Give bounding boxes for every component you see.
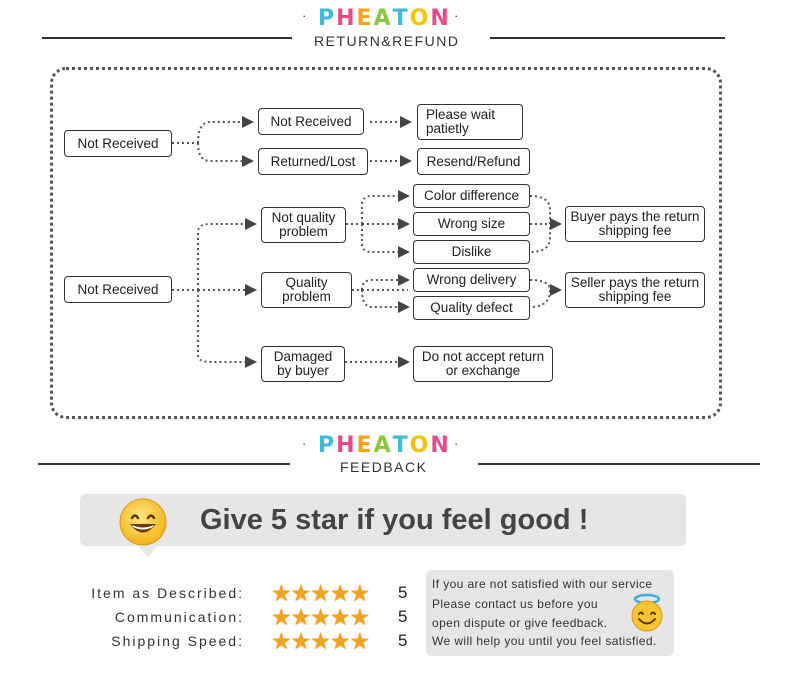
brand-letter: A bbox=[373, 433, 393, 458]
note-line: open dispute or give feedback. bbox=[432, 616, 608, 630]
note-line: If you are not satisfied with our service bbox=[432, 577, 653, 591]
brand-letter: P bbox=[318, 6, 337, 31]
note-line: Please contact us before you bbox=[432, 597, 598, 611]
rating-score: 5 bbox=[398, 631, 408, 650]
connector bbox=[198, 290, 255, 362]
flow-root-not-received-2: Not Received bbox=[64, 276, 172, 303]
flow-node-quality: Quality problem bbox=[261, 272, 352, 308]
brand-dots-left: · bbox=[302, 8, 313, 23]
brand-logo-feedback bbox=[318, 433, 451, 458]
brand-letter: H bbox=[336, 433, 357, 458]
note-line: We will help you until you feel satisfied. bbox=[432, 634, 657, 648]
connector bbox=[198, 143, 252, 161]
brand-dots-right: · bbox=[454, 436, 465, 451]
brand-letter: E bbox=[356, 433, 374, 458]
rating-stars: ★★★★★ bbox=[271, 580, 370, 606]
feedback-rule-left bbox=[38, 463, 290, 465]
flow-item-quality-defect: Quality defect bbox=[413, 296, 530, 320]
brand-letter: N bbox=[430, 433, 451, 458]
rating-label: Communication: bbox=[114, 609, 244, 625]
connector bbox=[362, 196, 408, 224]
flow-node-not-quality: Not quality problem bbox=[261, 207, 346, 243]
connector bbox=[198, 122, 252, 143]
flow-result-seller-pays: Seller pays the return shipping fee bbox=[565, 272, 705, 308]
section-subtitle-return: RETURN&REFUND bbox=[314, 33, 460, 49]
connector bbox=[362, 280, 408, 290]
rating-score: 5 bbox=[398, 583, 408, 602]
brand-dots-right: · bbox=[454, 8, 465, 23]
rating-label: Shipping Speed: bbox=[111, 633, 244, 649]
connector bbox=[198, 224, 255, 290]
flow-result-resend-refund: Resend/Refund bbox=[417, 148, 530, 175]
rating-stars: ★★★★★ bbox=[271, 604, 370, 630]
flow-result-buyer-pays: Buyer pays the return shipping fee bbox=[565, 206, 705, 242]
flow-item-dislike: Dislike bbox=[413, 240, 530, 264]
flow-result-please-wait: Please wait patietly bbox=[417, 104, 523, 140]
brand-letter: O bbox=[409, 6, 431, 31]
rating-stars: ★★★★★ bbox=[271, 628, 370, 654]
rating-score: 5 bbox=[398, 607, 408, 626]
brand-letter: P bbox=[318, 433, 337, 458]
brand-letter: H bbox=[336, 6, 357, 31]
brand-letter: N bbox=[430, 6, 451, 31]
flow-item-wrong-delivery: Wrong delivery bbox=[413, 268, 530, 292]
section-subtitle-feedback: FEEDBACK bbox=[340, 459, 428, 475]
brand-dots-left: · bbox=[302, 436, 313, 451]
grinning-face-icon bbox=[118, 497, 168, 547]
brand-letter: T bbox=[392, 433, 410, 458]
flow-node-not-received: Not Received bbox=[258, 108, 364, 135]
rating-label: Item as Described: bbox=[91, 585, 244, 601]
brand-letter: A bbox=[373, 6, 393, 31]
flow-item-wrong-size: Wrong size bbox=[413, 212, 530, 236]
brand-letter: O bbox=[409, 433, 431, 458]
connector bbox=[362, 290, 408, 307]
flow-node-returned-lost: Returned/Lost bbox=[258, 148, 368, 175]
smiling-face-with-halo-icon bbox=[627, 593, 667, 633]
banner-text: Give 5 star if you feel good ! bbox=[200, 504, 589, 536]
flow-root-not-received-1: Not Received bbox=[64, 130, 172, 157]
flow-item-color-difference: Color difference bbox=[413, 184, 530, 208]
brand-letter: E bbox=[356, 6, 374, 31]
flow-result-do-not-accept: Do not accept return or exchange bbox=[413, 346, 553, 382]
connector bbox=[362, 224, 408, 252]
brand-letter: T bbox=[392, 6, 410, 31]
connector bbox=[530, 280, 550, 307]
flow-node-damaged: Damaged by buyer bbox=[261, 346, 345, 382]
feedback-rule-right bbox=[478, 463, 760, 465]
